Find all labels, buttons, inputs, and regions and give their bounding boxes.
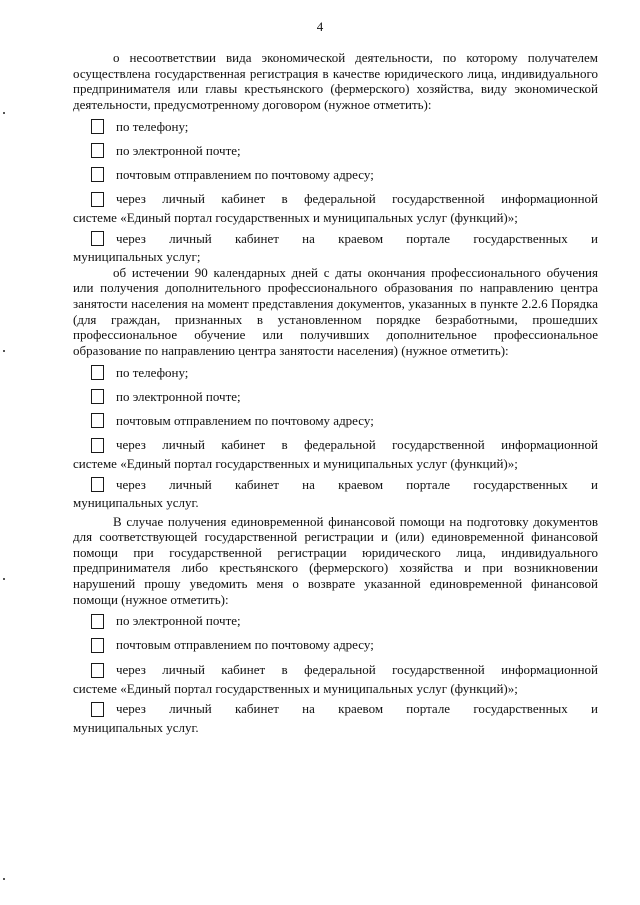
section2-option-email[interactable]: [73, 384, 598, 408]
section2-intro: об истечении 90 календарных дней с даты окончания профессионального обучения или получения дополнительного профессионального образования по направлению центра занятости населения на момент представления документов, указанных в пункте 2.2.6 Порядка (для граждан, признанных в установленном порядке безработными, прошедших профессиональное обучение или получивших дополнительное профессиональное образование по направлению центра занятости населения) (нужное отметить):: [73, 264, 598, 358]
checkbox[interactable]: [91, 119, 104, 134]
checkbox[interactable]: [91, 192, 104, 207]
option-label: почтовым отправлением по почтовому адресу;: [116, 166, 374, 182]
checkbox[interactable]: [91, 167, 104, 182]
option-label: по телефону;: [116, 118, 189, 134]
option-label: почтовым отправлением по почтовому адресу;: [116, 412, 374, 428]
document-body: [73, 50, 598, 736]
option-label: через личный кабинет на краевом портале государственных и: [116, 701, 598, 717]
option-label: по электронной почте;: [116, 613, 241, 629]
section2-option-phone[interactable]: [73, 360, 598, 384]
section2-option-post[interactable]: [73, 408, 598, 432]
option-label: через личный кабинет на краевом портале государственных и: [116, 230, 598, 246]
page-number: 4: [316, 19, 324, 34]
option-label: через личный кабинет на краевом портале государственных и: [116, 476, 598, 492]
option-label: через личный кабинет в федеральной государственной информационной: [116, 662, 598, 678]
section3-intro: В случае получения единовременной финансовой помощи на подготовку документов для соответствующей государственной регистрации и (или) единовременной финансовой помощи при государственной регистрации юридического лица, индивидуального предпринимателя либо крестьянского (фермерского) хозяйства и при возникновении нарушений прошу уведомить меня о возврате указанной единовременной финансовой помощи (нужное отметить):: [73, 513, 598, 607]
section1-option-regional-portal[interactable]: [73, 226, 598, 265]
option-label-continued: муниципальных услуг;: [73, 249, 201, 265]
checkbox[interactable]: [91, 614, 104, 629]
section2-option-regional-portal[interactable]: [73, 472, 598, 514]
option-label: по телефону;: [116, 364, 189, 380]
option-label: через личный кабинет в федеральной государственной информационной: [116, 191, 598, 207]
checkbox[interactable]: [91, 663, 104, 678]
checkbox[interactable]: [91, 365, 104, 380]
option-label-continued: муниципальных услуг.: [73, 495, 199, 511]
section2-option-epgu[interactable]: [73, 432, 598, 471]
section1-option-post[interactable]: [73, 162, 598, 186]
checkbox[interactable]: [91, 143, 104, 158]
option-label: по электронной почте;: [116, 388, 241, 404]
option-label-continued: системе «Единый портал государственных и муниципальных услуг (функций)»;: [73, 680, 518, 696]
section3-option-epgu[interactable]: [73, 657, 598, 696]
section1-option-phone[interactable]: [73, 114, 598, 138]
checkbox[interactable]: [91, 438, 104, 453]
section3-option-post[interactable]: [73, 633, 598, 657]
checkbox[interactable]: [91, 477, 104, 492]
checkbox[interactable]: [91, 413, 104, 428]
option-label-continued: системе «Единый портал государственных и муниципальных услуг (функций)»;: [73, 455, 518, 471]
checkbox[interactable]: [91, 389, 104, 404]
option-label-continued: муниципальных услуг.: [73, 720, 199, 736]
checkbox[interactable]: [91, 638, 104, 653]
section1-option-email[interactable]: [73, 138, 598, 162]
section3-option-email[interactable]: [73, 609, 598, 633]
option-label: по электронной почте;: [116, 142, 241, 158]
section1-intro: о несоответствии вида экономической деятельности, по которому получателем осуществлена государственная регистрация в качестве юридического лица, индивидуального предпринимателя или главы крестьянского (фермерского) хозяйства, виду экономической деятельности, предусмотренному договором (нужное отметить):: [73, 50, 598, 112]
checkbox[interactable]: [91, 231, 104, 246]
checkbox[interactable]: [91, 702, 104, 717]
option-label-continued: системе «Единый портал государственных и муниципальных услуг (функций)»;: [73, 209, 518, 225]
section3-option-regional-portal[interactable]: [73, 696, 598, 735]
option-label: почтовым отправлением по почтовому адресу;: [116, 637, 374, 653]
option-label: через личный кабинет в федеральной государственной информационной: [116, 437, 598, 453]
section1-option-epgu[interactable]: [73, 186, 598, 225]
